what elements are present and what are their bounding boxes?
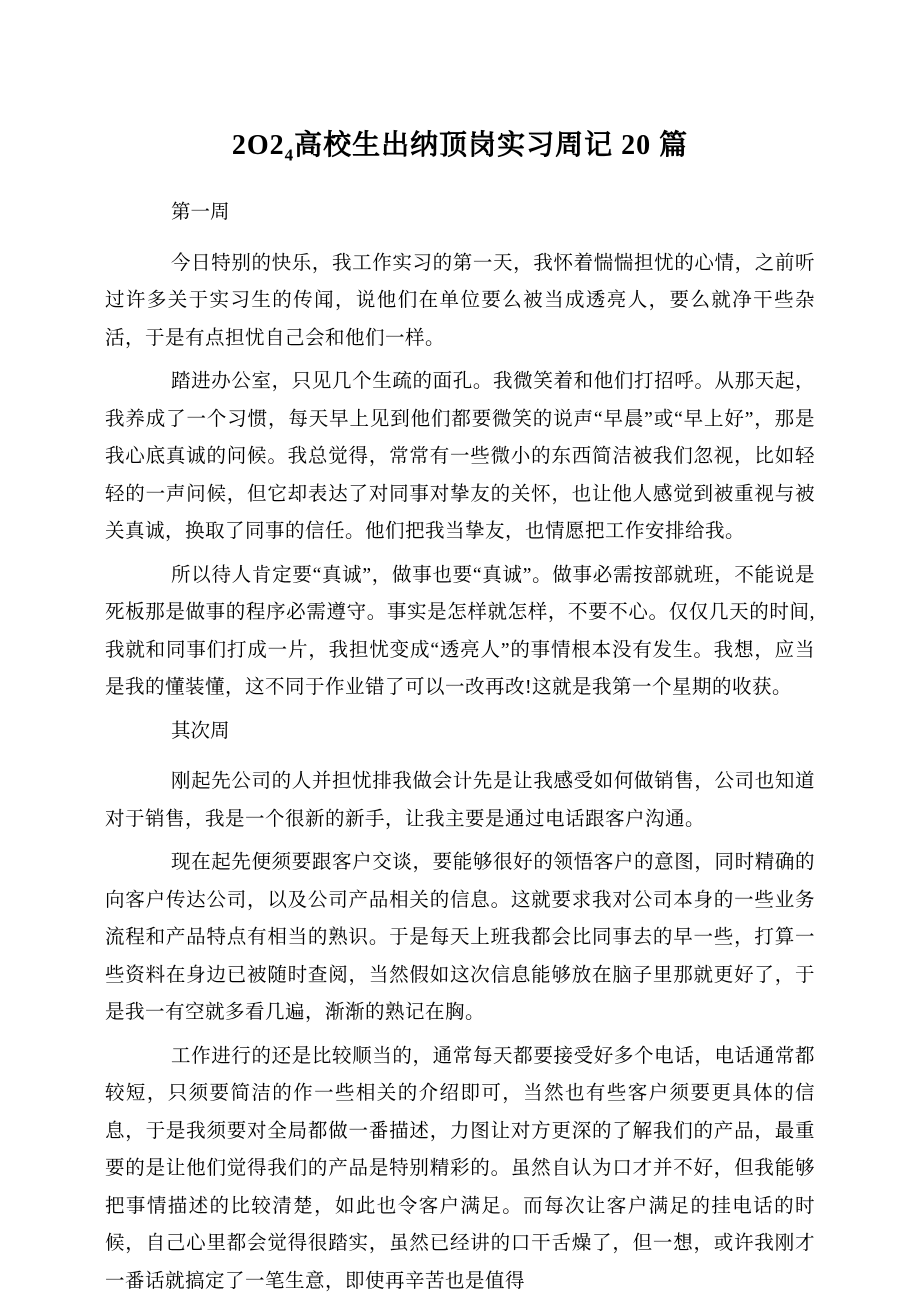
title-suffix: 高校生出纳顶岗实习周记 20 篇 <box>294 130 689 161</box>
paragraph-week1-2: 踏进办公室，只见几个生疏的面孔。我微笑着和他们打招呼。从那天起，我养成了一个习惯，每天早上见到他们都要微笑的说声“早晨”或“早上好”，那是我心底真诚的问候。我总觉得，常常有一些微小的东西简洁被我们忽视，比如轻轻的一声问候，但它却表达了对同事对挚友的关怀，也让他人感觉到被重视与被关真诚，换取了同事的信任。他们把我当挚友，也情愿把工作安排给我。 <box>105 371 815 543</box>
section-heading-week-1: 第一周 <box>171 202 230 224</box>
section-heading-week-2: 其次周 <box>171 720 230 742</box>
section-week-2 <box>105 713 815 1301</box>
paragraph-week1-1: 今日特别的快乐，我工作实习的第一天，我怀着惴惴担忧的心情，之前听过许多关于实习生的传闻，说他们在单位要么被当成透亮人，要么就净干些杂活，于是有点担忧自己会和他们一样。 <box>105 252 815 349</box>
document-title <box>105 128 815 164</box>
paragraph-week2-2: 现在起先便须要跟客户交谈，要能够很好的领悟客户的意图，同时精确的向客户传达公司，以及公司产品相关的信息。这就要求我对公司本身的一些业务流程和产品特点有相当的熟识。于是每天上班我都会比同事去的早一些，打算一些资料在身边已被随时查阅，当然假如这次信息能够放在脑子里那就更好了，于是我一有空就多看几遍，渐渐的熟记在胸。 <box>105 852 815 1024</box>
paragraph-week2-3: 工作进行的还是比较顺当的，通常每天都要接受好多个电话，电话通常都较短，只须要简洁的作一些相关的介绍即可，当然也有些客户须要更具体的信息，于是我须要对全局都做一番描述，力图让对方更深的了解我们的产品，最重要的是让他们觉得我们的产品是特别精彩的。虽然自认为口才并不好，但我能够把事情描述的比较清楚，如此也令客户满足。而每次让客户满足的挂电话的时候，自己心里都会觉得很踏实，虽然已经讲的口干舌燥了，但一想，或许我刚才一番话就搞定了一笔生意，即使再辛苦也是值得 <box>105 1045 815 1292</box>
title-subscript: 4 <box>284 145 295 165</box>
title-prefix: 2O2 <box>231 130 285 161</box>
paragraph-week1-3: 所以待人肯定要“真诚”，做事也要“真诚”。做事必需按部就班，不能说是死板那是做事的程序必需遵守。事实是怎样就怎样，不要不心。仅仅几天的时间,我就和同事们打成一片，我担忧变成“透亮人”的事情根本没有发生。我想，应当是我的懂装懂，这不同于作业错了可以一改再改!这就是我第一个星期的收获。 <box>105 564 815 699</box>
section-week-1 <box>105 194 815 707</box>
paragraph-week2-1: 刚起先公司的人并担忧排我做会计先是让我感受如何做销售，公司也知道对于销售，我是一个很新的新手，让我主要是通过电话跟客户沟通。 <box>105 771 815 830</box>
